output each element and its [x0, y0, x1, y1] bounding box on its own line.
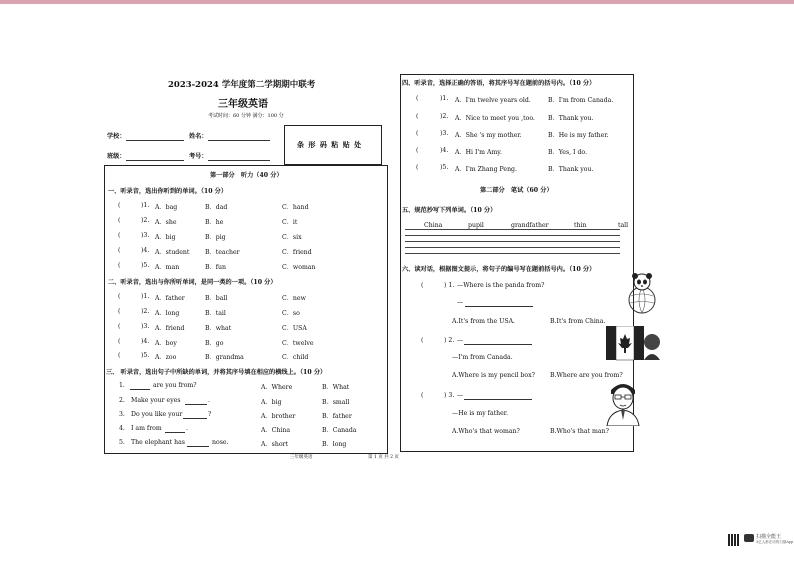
- item-number: ) 2.: [444, 337, 455, 344]
- item-number: )3.: [440, 130, 449, 137]
- item-number: 3.: [119, 411, 125, 418]
- item-number: 1.: [119, 382, 125, 389]
- item-number: )4.: [141, 338, 150, 345]
- answer-paren[interactable]: (: [118, 308, 121, 315]
- item-number: )3.: [141, 323, 150, 330]
- option-a: A．big: [261, 399, 282, 406]
- number-label: 考号：: [189, 153, 208, 160]
- footer-page: 第 1 页 共 2 页: [368, 455, 399, 460]
- copy-word: pupil: [468, 222, 484, 229]
- answer-paren[interactable]: (: [416, 95, 419, 102]
- top-color-bar: [0, 0, 794, 4]
- sentence-post: .: [186, 425, 188, 432]
- option-b: B．father: [322, 413, 352, 420]
- item-number: ) 3.: [444, 392, 455, 399]
- panda-icon: [622, 270, 662, 316]
- blank-line[interactable]: [187, 446, 209, 447]
- dialogue-reply: —I'm from Canada.: [452, 354, 513, 361]
- answer-paren[interactable]: (: [118, 338, 121, 345]
- item-number: )1.: [141, 202, 150, 209]
- barcode-label: 条 形 码 粘 贴 处: [297, 140, 363, 149]
- option-a: A．father: [155, 295, 185, 302]
- answer-paren[interactable]: (: [118, 262, 121, 269]
- copy-word: tall: [618, 222, 629, 229]
- answer-paren[interactable]: (: [416, 130, 419, 137]
- school-field[interactable]: [126, 140, 184, 141]
- option-c: C．child: [282, 354, 309, 361]
- school-label: 学校：: [107, 133, 126, 140]
- sentence-pre: I am from: [131, 425, 162, 432]
- answer-line[interactable]: [464, 344, 532, 345]
- footer-subject: 三年级英语: [290, 455, 313, 460]
- option-c: C．new: [282, 295, 306, 302]
- option-a: A．long: [155, 310, 180, 317]
- section4-title: 四、听录音，选择正确的答语，将其序号写在题前的括号内。（10 分）: [402, 80, 596, 87]
- sentence-pre: Make your eyes: [131, 397, 181, 404]
- option-c: C．USA: [282, 325, 307, 332]
- option-a: A．Where: [261, 384, 293, 391]
- answer-paren[interactable]: (: [421, 282, 424, 289]
- part1-heading: 第一部分 听力（40 分）: [210, 172, 283, 179]
- exam-subtitle: 三年级英语: [218, 99, 268, 110]
- option-a: A．Nice to meet you ,too.: [455, 115, 535, 122]
- sentence-post: nose.: [212, 439, 229, 446]
- option-b: B．tail: [205, 310, 226, 317]
- option-c: C．woman: [282, 264, 316, 271]
- option-b: B．teacher: [205, 249, 240, 256]
- answer-paren[interactable]: (: [118, 323, 121, 330]
- item-number: )3.: [141, 232, 150, 239]
- item-number: )5.: [141, 352, 150, 359]
- sentence-post: ?: [208, 411, 212, 418]
- dialogue-reply: —He is my father.: [452, 410, 509, 417]
- blank-line[interactable]: [185, 404, 207, 405]
- class-field[interactable]: [126, 160, 184, 161]
- item-number: 2.: [119, 397, 125, 404]
- option-b: B．fun: [205, 264, 226, 271]
- item-number: 4.: [119, 425, 125, 432]
- option-c: C．six: [282, 234, 302, 241]
- dialogue-question: —: [457, 392, 464, 399]
- option-b: B．he: [205, 219, 224, 226]
- answer-paren[interactable]: (: [118, 232, 121, 239]
- option-a: A．zoo: [155, 354, 177, 361]
- section1-title: 一、听录音，选出你听到的单词。（10 分）: [108, 188, 228, 195]
- option-a: A．I'm twelve years old.: [455, 97, 531, 104]
- option-a: A．bag: [155, 204, 178, 211]
- item-number: )4.: [141, 247, 150, 254]
- canada-flag-icon: [606, 326, 660, 362]
- option-b: B．Canada: [322, 427, 357, 434]
- option-b: B．He is my father.: [548, 132, 609, 139]
- answer-paren[interactable]: (: [118, 352, 121, 359]
- option-b: B．what: [205, 325, 232, 332]
- copy-word: grandfather: [511, 222, 549, 229]
- option-a: A.Who's that woman?: [452, 428, 520, 435]
- option-a: A．I'm Zhang Peng.: [455, 166, 517, 173]
- class-label: 班级：: [107, 153, 126, 160]
- option-b: B.It's from China.: [550, 318, 606, 325]
- section5-title: 五、规范抄写下列单词。（10 分）: [402, 207, 497, 214]
- name-field[interactable]: [208, 140, 270, 141]
- item-number: )2.: [141, 217, 150, 224]
- answer-paren[interactable]: (: [416, 147, 419, 154]
- man-portrait-icon: [603, 378, 643, 426]
- option-a: A．friend: [155, 325, 185, 332]
- answer-paren[interactable]: (: [118, 247, 121, 254]
- section6-title: 六、读对话，根据图文提示，将句子的编号写在题前括号内。（10 分）: [402, 266, 596, 273]
- name-label: 姓名：: [189, 133, 208, 140]
- item-number: )4.: [440, 147, 449, 154]
- item-number: )1.: [141, 293, 150, 300]
- option-b: B．pig: [205, 234, 226, 241]
- exam-title: 2023-2024 学年度第二学期期中联考: [168, 80, 316, 90]
- dialogue-question: —Where is the panda from?: [457, 282, 545, 289]
- blank-line[interactable]: [130, 389, 150, 390]
- blank-line[interactable]: [183, 418, 207, 419]
- option-a: A．brother: [261, 413, 296, 420]
- sentence-pre: The elephant has: [131, 439, 185, 446]
- section2-title: 二、听录音，选出与你所听单词，是同一类的一项。（10 分）: [108, 279, 277, 286]
- option-b: B．ball: [205, 295, 228, 302]
- part2-heading: 第二部分 笔试（60 分）: [480, 187, 553, 194]
- answer-paren[interactable]: (: [118, 293, 121, 300]
- option-b: B．I'm from Canada.: [548, 97, 614, 104]
- option-b: B．grandma: [205, 354, 244, 361]
- copy-word: thin: [574, 222, 587, 229]
- item-number: )2.: [440, 113, 449, 120]
- answer-paren[interactable]: (: [118, 217, 121, 224]
- section3-title: 三、 听录音，选出句子中所缺的单词，并将其序号填在相应的横线上。（10 分）: [106, 369, 327, 376]
- option-c: C．hand: [282, 204, 309, 211]
- writing-lines[interactable]: [405, 229, 620, 255]
- scanner-brand: 扫描全能王: [756, 534, 782, 540]
- item-number: ) 1.: [444, 282, 455, 289]
- option-a: A.Where is my pencil box?: [452, 372, 535, 379]
- scanner-tagline: 3亿人都在用的扫描App: [756, 540, 794, 544]
- answer-paren[interactable]: (: [118, 202, 121, 209]
- sentence-post: .: [208, 397, 210, 404]
- option-a: A．She 's my mother.: [455, 132, 522, 139]
- item-number: 5.: [119, 439, 125, 446]
- item-number: )1.: [440, 95, 449, 102]
- option-b: B．Thank you.: [548, 166, 594, 173]
- answer-line[interactable]: [464, 399, 532, 400]
- item-number: )5.: [141, 262, 150, 269]
- option-b: B．dad: [205, 204, 228, 211]
- option-b: B.Who's that man?: [550, 428, 609, 435]
- option-a: A．big: [155, 234, 176, 241]
- sentence-pre: Do you like your: [131, 411, 183, 418]
- option-b: B．What: [322, 384, 350, 391]
- scanner-logo-icon: [744, 534, 754, 542]
- option-b: B．Thank you.: [548, 115, 594, 122]
- option-a: A．Hi I'm Amy.: [455, 149, 502, 156]
- option-a: A．boy: [155, 340, 177, 347]
- answer-paren[interactable]: (: [421, 337, 424, 344]
- option-b: B.Where are you from?: [550, 372, 623, 379]
- option-b: B．small: [322, 399, 350, 406]
- sentence-post: are you from?: [153, 382, 197, 389]
- option-a: A．China: [261, 427, 291, 434]
- option-c: C．friend: [282, 249, 312, 256]
- item-number: )2.: [141, 308, 150, 315]
- qr-code-icon: [728, 534, 740, 546]
- option-a: A．short: [261, 441, 288, 448]
- option-a: A．she: [155, 219, 177, 226]
- dialogue-reply: —: [457, 299, 464, 306]
- barcode-box: [284, 125, 382, 165]
- option-a: A．man: [155, 264, 180, 271]
- copy-word: China: [424, 222, 443, 229]
- option-c: C．so: [282, 310, 300, 317]
- option-a: A.It's from the USA.: [452, 318, 516, 325]
- blank-line[interactable]: [165, 432, 185, 433]
- number-field[interactable]: [208, 160, 270, 161]
- item-number: )5.: [440, 164, 449, 171]
- dialogue-question: —: [457, 337, 464, 344]
- option-b: B．long: [322, 441, 347, 448]
- option-c: C．twelve: [282, 340, 314, 347]
- option-b: B．go: [205, 340, 224, 347]
- option-a: A．student: [155, 249, 190, 256]
- answer-paren[interactable]: (: [416, 164, 419, 171]
- exam-info: 考试时间：60 分钟 满分：100 分: [208, 113, 284, 119]
- answer-line[interactable]: [465, 306, 533, 307]
- option-b: B．Yes, I do.: [548, 149, 588, 156]
- answer-paren[interactable]: (: [421, 392, 424, 399]
- answer-paren[interactable]: (: [416, 113, 419, 120]
- option-c: C．it: [282, 219, 298, 226]
